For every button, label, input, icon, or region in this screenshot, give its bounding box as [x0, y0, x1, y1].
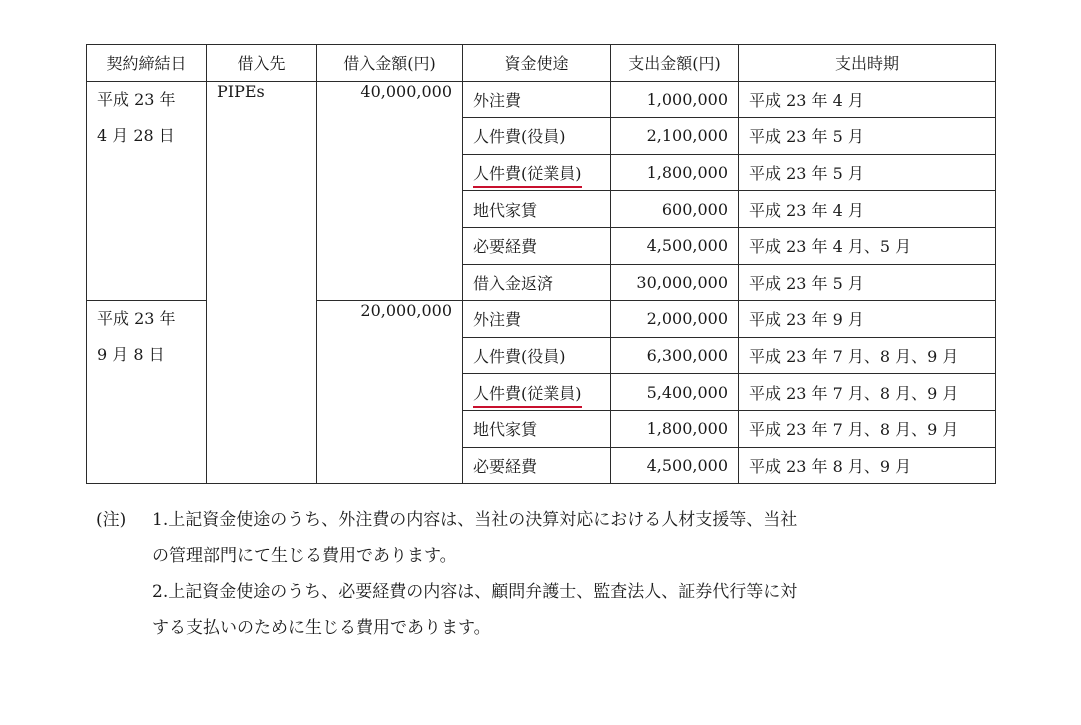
spend-period-cell: 平成 23 年 4 月、5 月: [739, 227, 996, 264]
underlined-fund-use: 人件費(従業員): [473, 384, 582, 408]
spend-amount-cell: 5,400,000: [611, 374, 739, 411]
table-row: [87, 81, 996, 118]
notes-section: [96, 502, 976, 646]
spend-period-cell: 平成 23 年 5 月: [739, 154, 996, 191]
header-lender: 借入先: [207, 45, 317, 82]
spend-period-cell: 平成 23 年 4 月: [739, 191, 996, 228]
spend-amount-cell: 4,500,000: [611, 227, 739, 264]
fund-use-cell: 地代家賃: [463, 191, 611, 228]
fund-use-cell: 地代家賃: [463, 410, 611, 447]
spend-period-cell: 平成 23 年 4 月: [739, 81, 996, 118]
spend-period-cell: 平成 23 年 8 月、9 月: [739, 447, 996, 484]
contract-date-day: 4 月 28 日: [97, 125, 175, 145]
spend-amount-cell: 1,800,000: [611, 410, 739, 447]
spend-amount-cell: 30,000,000: [611, 264, 739, 301]
spend-period-cell: 平成 23 年 9 月: [739, 301, 996, 338]
spend-period-cell: 平成 23 年 7 月、8 月、9 月: [739, 337, 996, 374]
notes-prefix: (注): [96, 510, 127, 530]
spend-period-cell: 平成 23 年 5 月: [739, 264, 996, 301]
contract-date-cell: [87, 81, 207, 301]
contract-date-year: 平成 23 年: [97, 89, 176, 109]
fund-use-cell: [463, 374, 611, 411]
header-fund-use: 資金使途: [463, 45, 611, 82]
header-spend-amount: 支出金額(円): [611, 45, 739, 82]
contract-date-day: 9 月 8 日: [97, 345, 165, 365]
spend-amount-cell: 600,000: [611, 191, 739, 228]
loan-amount-cell: 40,000,000: [317, 81, 463, 301]
loan-amount-cell: 20,000,000: [317, 301, 463, 484]
fund-use-cell: 必要経費: [463, 447, 611, 484]
lender-cell: PIPEs: [207, 81, 317, 484]
underlined-fund-use: 人件費(従業員): [473, 164, 582, 188]
spend-amount-cell: 1,000,000: [611, 81, 739, 118]
spend-amount-cell: 6,300,000: [611, 337, 739, 374]
fund-use-cell: 必要経費: [463, 227, 611, 264]
spend-amount-cell: 4,500,000: [611, 447, 739, 484]
note-2-line-2: する支払いのために生じる費用であります。: [152, 618, 491, 638]
fund-use-cell: 人件費(役員): [463, 337, 611, 374]
note-2-line-1: 2.上記資金使途のうち、必要経費の内容は、顧問弁護士、監査法人、証券代行等に対: [152, 582, 798, 602]
spend-amount-cell: 2,000,000: [611, 301, 739, 338]
spend-amount-cell: 2,100,000: [611, 118, 739, 155]
spend-period-cell: 平成 23 年 5 月: [739, 118, 996, 155]
header-loan-amount: 借入金額(円): [317, 45, 463, 82]
note-1: [96, 502, 976, 538]
note-1-line-2: の管理部門にて生じる費用であります。: [152, 546, 457, 566]
fund-use-cell: 人件費(役員): [463, 118, 611, 155]
contract-date-cell: [87, 301, 207, 484]
spend-period-cell: 平成 23 年 7 月、8 月、9 月: [739, 374, 996, 411]
spend-amount-cell: 1,800,000: [611, 154, 739, 191]
fund-use-cell: 借入金返済: [463, 264, 611, 301]
spend-period-cell: 平成 23 年 7 月、8 月、9 月: [739, 410, 996, 447]
header-contract-date: 契約締結日: [87, 45, 207, 82]
contract-date-year: 平成 23 年: [97, 309, 176, 329]
funds-usage-table: [86, 44, 996, 484]
table-header-row: [87, 45, 996, 82]
note-1-line-1: 1.上記資金使途のうち、外注費の内容は、当社の決算対応における人材支援等、当社: [152, 510, 798, 530]
fund-use-cell: [463, 154, 611, 191]
fund-use-cell: 外注費: [463, 81, 611, 118]
fund-use-cell: 外注費: [463, 301, 611, 338]
header-spend-period: 支出時期: [739, 45, 996, 82]
